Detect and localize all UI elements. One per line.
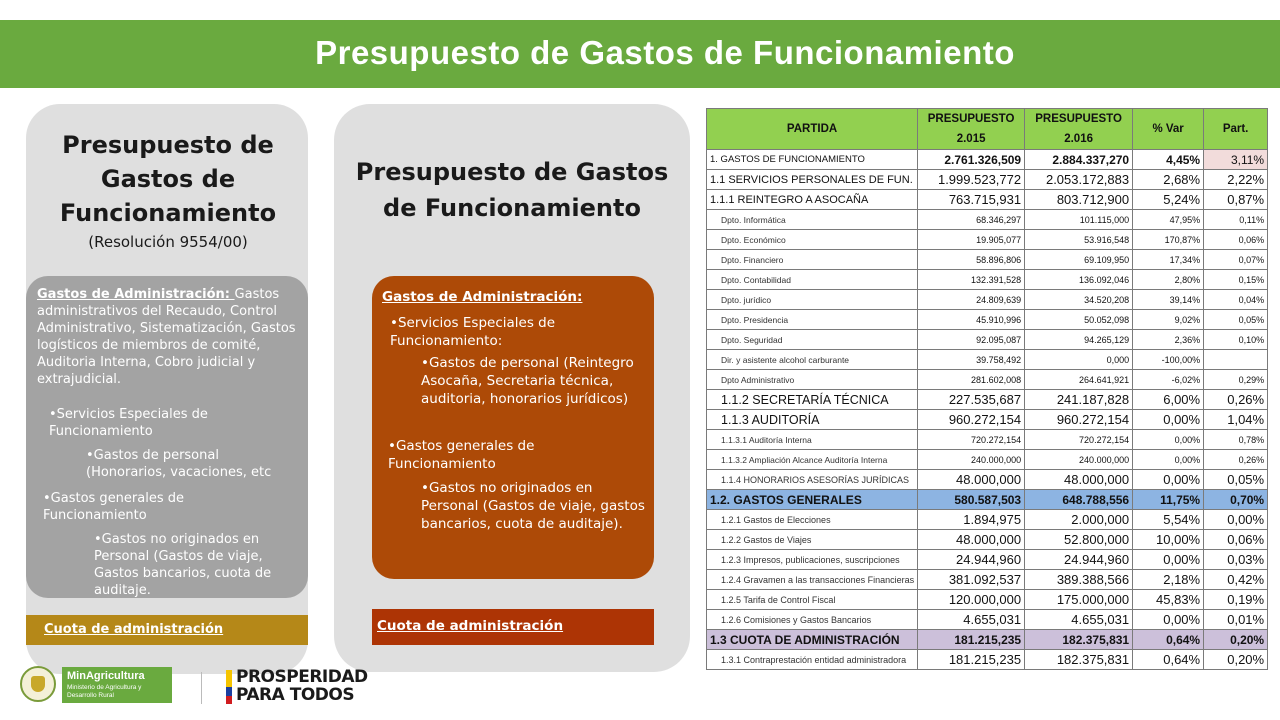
- cell-part: 0,87%: [1204, 190, 1268, 210]
- table-row: [707, 350, 1268, 370]
- cell-part: 0,20%: [1204, 630, 1268, 650]
- admin-expenses-text: Gastos administrativos del Recaudo, Control Administrativo, Sistematización, Gastos logísticos de miembros de comité, Auditoria Interna, Cobro judicial y extrajudicial.: [37, 287, 296, 387]
- cell-presupuesto-2016: 101.115,000: [1025, 210, 1133, 230]
- prosperidad-logo-line1: PROSPERIDAD: [236, 667, 368, 687]
- cell-partida: Dir. y asistente alcohol carburante: [707, 350, 918, 370]
- cell-part: 0,42%: [1204, 570, 1268, 590]
- cell-partida: 1.2.1 Gastos de Elecciones: [707, 510, 918, 530]
- cell-presupuesto-2015: 281.602,008: [918, 370, 1025, 390]
- cell-var: 9,02%: [1133, 310, 1204, 330]
- col-header-presupuesto-2015: PRESUPUESTO 2.015: [918, 109, 1025, 150]
- cell-part: 0,04%: [1204, 290, 1268, 310]
- cell-partida: 1.2.2 Gastos de Viajes: [707, 530, 918, 550]
- cell-part: 0,06%: [1204, 230, 1268, 250]
- cell-part: 0,06%: [1204, 530, 1268, 550]
- cell-presupuesto-2016: 52.800,000: [1025, 530, 1133, 550]
- cell-var: 11,75%: [1133, 490, 1204, 510]
- cell-presupuesto-2015: 2.761.326,509: [918, 150, 1025, 170]
- table-row: [707, 430, 1268, 450]
- table-row: [707, 530, 1268, 550]
- cell-partida: Dpto. Económico: [707, 230, 918, 250]
- table-row: [707, 550, 1268, 570]
- cell-partida: 1.1.4 HONORARIOS ASESORÍAS JURÍDICAS: [707, 470, 918, 490]
- col-header-part: Part.: [1204, 109, 1268, 150]
- cell-part: [1204, 350, 1268, 370]
- cell-var: 2,68%: [1133, 170, 1204, 190]
- cell-presupuesto-2016: 803.712,900: [1025, 190, 1133, 210]
- table-row: [707, 510, 1268, 530]
- cell-var: 4,45%: [1133, 150, 1204, 170]
- admin-fee-bar-middle: [372, 609, 654, 645]
- cell-var: 39,14%: [1133, 290, 1204, 310]
- cell-presupuesto-2015: 227.535,687: [918, 390, 1025, 410]
- cell-presupuesto-2016: 389.388,566: [1025, 570, 1133, 590]
- cell-part: 0,26%: [1204, 390, 1268, 410]
- cell-presupuesto-2015: 92.095,087: [918, 330, 1025, 350]
- table-row: [707, 230, 1268, 250]
- cell-presupuesto-2015: 24.944,960: [918, 550, 1025, 570]
- table-row: [707, 570, 1268, 590]
- admin-fee-bar-left: [26, 615, 308, 645]
- cell-presupuesto-2015: 1.894,975: [918, 510, 1025, 530]
- cell-partida: 1.1 SERVICIOS PERSONALES DE FUN.: [707, 170, 918, 190]
- cell-presupuesto-2015: 24.809,639: [918, 290, 1025, 310]
- cell-partida: Dpto Administrativo: [707, 370, 918, 390]
- cell-partida: Dpto. Presidencia: [707, 310, 918, 330]
- cell-partida: Dpto. Seguridad: [707, 330, 918, 350]
- table-row: [707, 470, 1268, 490]
- cell-presupuesto-2015: 48.000,000: [918, 530, 1025, 550]
- cell-presupuesto-2016: 264.641,921: [1025, 370, 1133, 390]
- ministry-logo-name: MinAgricultura: [67, 670, 145, 682]
- cell-presupuesto-2015: 19.905,077: [918, 230, 1025, 250]
- cell-var: 0,00%: [1133, 430, 1204, 450]
- cell-presupuesto-2016: 2.000,000: [1025, 510, 1133, 530]
- cell-var: 2,36%: [1133, 330, 1204, 350]
- cell-var: 0,00%: [1133, 470, 1204, 490]
- admin-fee-label-left: Cuota de administración: [44, 622, 224, 637]
- cell-presupuesto-2015: 1.999.523,772: [918, 170, 1025, 190]
- cell-presupuesto-2016: 94.265,129: [1025, 330, 1133, 350]
- cell-presupuesto-2015: 960.272,154: [918, 410, 1025, 430]
- cell-presupuesto-2015: 4.655,031: [918, 610, 1025, 630]
- cell-presupuesto-2016: 175.000,000: [1025, 590, 1133, 610]
- cell-var: 2,80%: [1133, 270, 1204, 290]
- cell-partida: 1.2.5 Tarifa de Control Fiscal: [707, 590, 918, 610]
- bullet-special-services: •Servicios Especiales de Funcionamiento: [49, 407, 208, 439]
- admin-expenses-box-middle: [372, 276, 654, 579]
- cell-part: 2,22%: [1204, 170, 1268, 190]
- cell-var: -6,02%: [1133, 370, 1204, 390]
- middle-card-title: Presupuesto de Gastos de Funcionamiento: [355, 158, 669, 222]
- table-row: [707, 290, 1268, 310]
- cell-presupuesto-2015: 68.346,297: [918, 210, 1025, 230]
- col-header-presupuesto-2016: PRESUPUESTO 2.016: [1025, 109, 1133, 150]
- cell-part: 1,04%: [1204, 410, 1268, 430]
- table-row: [707, 310, 1268, 330]
- cell-part: 0,07%: [1204, 250, 1268, 270]
- cell-partida: 1.1.1 REINTEGRO A ASOCAÑA: [707, 190, 918, 210]
- cell-presupuesto-2015: 132.391,528: [918, 270, 1025, 290]
- cell-presupuesto-2016: 24.944,960: [1025, 550, 1133, 570]
- cell-presupuesto-2015: 45.910,996: [918, 310, 1025, 330]
- cell-presupuesto-2016: 182.375,831: [1025, 630, 1133, 650]
- cell-partida: 1.1.3.2 Ampliación Alcance Auditoría Interna: [707, 450, 918, 470]
- cell-partida: 1.1.2 SECRETARÍA TÉCNICA: [707, 390, 918, 410]
- cell-var: 45,83%: [1133, 590, 1204, 610]
- cell-part: 0,10%: [1204, 330, 1268, 350]
- left-card-subtitle: (Resolución 9554/00): [88, 233, 248, 251]
- cell-presupuesto-2016: 136.092,046: [1025, 270, 1133, 290]
- cell-partida: 1.1.3 AUDITORÍA: [707, 410, 918, 430]
- bullet-non-personnel-expenses: •Gastos no originados en Personal (Gastos de viaje, Gastos bancarios, cuota de auditaje.: [94, 532, 272, 598]
- cell-presupuesto-2016: 2.884.337,270: [1025, 150, 1133, 170]
- table-row: [707, 390, 1268, 410]
- cell-partida: Dpto. Informática: [707, 210, 918, 230]
- cell-part: 0,15%: [1204, 270, 1268, 290]
- bullet-personnel-expenses: •Gastos de personal (Honorarios, vacaciones, etc: [86, 448, 272, 480]
- page-title: Presupuesto de Gastos de Funcionamiento: [315, 34, 1015, 71]
- cell-presupuesto-2016: 241.187,828: [1025, 390, 1133, 410]
- cell-part: 3,11%: [1204, 150, 1268, 170]
- cell-presupuesto-2015: 58.896,806: [918, 250, 1025, 270]
- bullet-general-expenses: •Gastos generales de Funcionamiento: [43, 491, 185, 523]
- cell-presupuesto-2016: 53.916,548: [1025, 230, 1133, 250]
- admin-expenses-heading-middle: Gastos de Administración:: [382, 289, 583, 305]
- ministry-logo-subtitle: Ministerio de Agricultura y Desarrollo Rural: [67, 684, 142, 699]
- cell-presupuesto-2016: 50.052,098: [1025, 310, 1133, 330]
- table-row: [707, 190, 1268, 210]
- col-header-partida: PARTIDA: [707, 109, 918, 150]
- bullet-personnel-expenses-middle: •Gastos de personal (Reintegro Asocaña, Secretaria técnica, auditoria, honorarios jurídicos): [421, 355, 634, 407]
- cell-partida: Dpto. Contabilidad: [707, 270, 918, 290]
- cell-presupuesto-2015: 240.000,000: [918, 450, 1025, 470]
- table-row: [707, 410, 1268, 430]
- cell-partida: Dpto. jurídico: [707, 290, 918, 310]
- cell-part: 0,05%: [1204, 470, 1268, 490]
- cell-partida: 1.3.1 Contraprestación entidad administradora: [707, 650, 918, 670]
- cell-part: 0,70%: [1204, 490, 1268, 510]
- cell-part: 0,78%: [1204, 430, 1268, 450]
- cell-var: 0,00%: [1133, 550, 1204, 570]
- cell-part: 0,01%: [1204, 610, 1268, 630]
- cell-partida: 1. GASTOS DE FUNCIONAMIENTO: [707, 150, 918, 170]
- cell-part: 0,19%: [1204, 590, 1268, 610]
- cell-var: 5,24%: [1133, 190, 1204, 210]
- cell-partida: 1.2.4 Gravamen a las transacciones Financieras: [707, 570, 918, 590]
- admin-fee-label-middle: Cuota de administración: [377, 618, 564, 634]
- cell-presupuesto-2016: 182.375,831: [1025, 650, 1133, 670]
- table-row: [707, 630, 1268, 650]
- table-row: [707, 270, 1268, 290]
- cell-presupuesto-2015: 763.715,931: [918, 190, 1025, 210]
- cell-partida: 1.2. GASTOS GENERALES: [707, 490, 918, 510]
- cell-part: 0,29%: [1204, 370, 1268, 390]
- table-row: [707, 450, 1268, 470]
- cell-partida: 1.1.3.1 Auditoría Interna: [707, 430, 918, 450]
- cell-part: 0,05%: [1204, 310, 1268, 330]
- table-row: [707, 490, 1268, 510]
- table-row: [707, 210, 1268, 230]
- cell-part: 0,20%: [1204, 650, 1268, 670]
- budget-table: [706, 108, 1268, 670]
- col-header-var: % Var: [1133, 109, 1204, 150]
- cell-var: 5,54%: [1133, 510, 1204, 530]
- cell-partida: 1.2.6 Comisiones y Gastos Bancarios: [707, 610, 918, 630]
- cell-presupuesto-2015: 39.758,492: [918, 350, 1025, 370]
- cell-part: 0,03%: [1204, 550, 1268, 570]
- cell-part: 0,11%: [1204, 210, 1268, 230]
- cell-partida: 1.2.3 Impresos, publicaciones, suscripciones: [707, 550, 918, 570]
- table-row: [707, 650, 1268, 670]
- bullet-general-expenses-middle: •Gastos generales de Funcionamiento: [388, 438, 535, 472]
- cell-partida: Dpto. Financiero: [707, 250, 918, 270]
- table-row: [707, 250, 1268, 270]
- cell-presupuesto-2016: 69.109,950: [1025, 250, 1133, 270]
- table-row: [707, 170, 1268, 190]
- cell-presupuesto-2015: 381.092,537: [918, 570, 1025, 590]
- cell-presupuesto-2016: 720.272,154: [1025, 430, 1133, 450]
- prosperidad-logo-line2: PARA TODOS: [236, 685, 355, 705]
- table-row: [707, 330, 1268, 350]
- admin-expenses-box: [26, 276, 308, 598]
- admin-expenses-description: [37, 286, 299, 388]
- cell-var: 2,18%: [1133, 570, 1204, 590]
- bullet-non-personnel-expenses-middle: •Gastos no originados en Personal (Gastos de viaje, gastos bancarios, cuota de auditaje).: [421, 480, 645, 532]
- table-row: [707, 590, 1268, 610]
- cell-var: 0,00%: [1133, 610, 1204, 630]
- cell-presupuesto-2016: 240.000,000: [1025, 450, 1133, 470]
- cell-presupuesto-2015: 181.215,235: [918, 650, 1025, 670]
- cell-presupuesto-2016: 648.788,556: [1025, 490, 1133, 510]
- cell-part: 0,26%: [1204, 450, 1268, 470]
- table-row: [707, 610, 1268, 630]
- table-header-row: [707, 109, 1268, 150]
- cell-part: 0,00%: [1204, 510, 1268, 530]
- colombia-flag-icon: [226, 670, 232, 704]
- cell-var: 47,95%: [1133, 210, 1204, 230]
- bullet-special-services-middle: •Servicios Especiales de Funcionamiento:: [390, 315, 556, 349]
- prosperidad-logo: [236, 668, 368, 704]
- cell-var: 0,00%: [1133, 450, 1204, 470]
- cell-var: 6,00%: [1133, 390, 1204, 410]
- logo-divider: [201, 672, 202, 704]
- cell-partida: 1.3 CUOTA DE ADMINISTRACIÓN: [707, 630, 918, 650]
- cell-var: 170,87%: [1133, 230, 1204, 250]
- cell-presupuesto-2016: 2.053.172,883: [1025, 170, 1133, 190]
- cell-presupuesto-2016: 34.520,208: [1025, 290, 1133, 310]
- cell-presupuesto-2015: 580.587,503: [918, 490, 1025, 510]
- cell-var: 0,00%: [1133, 410, 1204, 430]
- left-card-title: Presupuesto de Gastos de Funcionamiento: [59, 131, 277, 227]
- cell-presupuesto-2016: 0,000: [1025, 350, 1133, 370]
- cell-var: 10,00%: [1133, 530, 1204, 550]
- cell-presupuesto-2015: 48.000,000: [918, 470, 1025, 490]
- cell-presupuesto-2015: 720.272,154: [918, 430, 1025, 450]
- table-row: [707, 370, 1268, 390]
- cell-var: 17,34%: [1133, 250, 1204, 270]
- cell-presupuesto-2016: 4.655,031: [1025, 610, 1133, 630]
- cell-var: 0,64%: [1133, 650, 1204, 670]
- admin-expenses-heading: Gastos de Administración:: [37, 287, 235, 302]
- cell-presupuesto-2015: 181.215,235: [918, 630, 1025, 650]
- cell-var: 0,64%: [1133, 630, 1204, 650]
- cell-presupuesto-2016: 48.000,000: [1025, 470, 1133, 490]
- table-row: [707, 150, 1268, 170]
- cell-presupuesto-2016: 960.272,154: [1025, 410, 1133, 430]
- cell-var: -100,00%: [1133, 350, 1204, 370]
- colombia-coat-of-arms-icon: [20, 666, 56, 702]
- cell-presupuesto-2015: 120.000,000: [918, 590, 1025, 610]
